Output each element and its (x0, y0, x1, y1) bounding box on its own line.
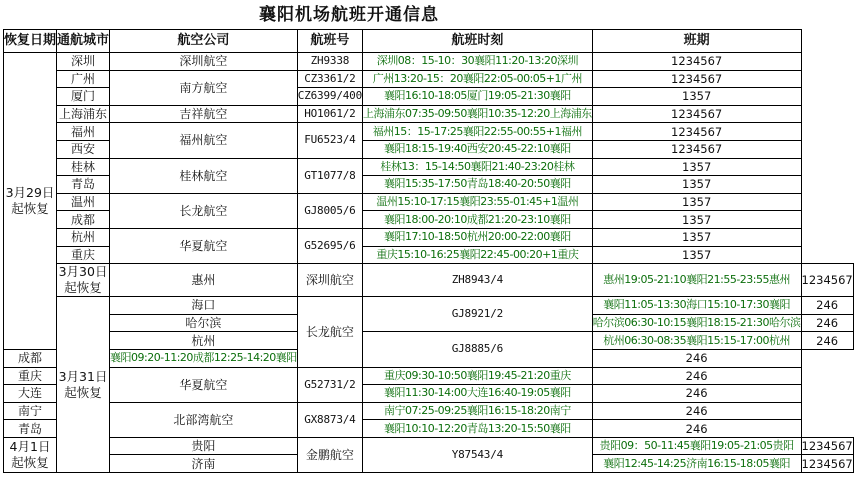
flight-schedule-cell: 杭州06:30-08:35襄阳15:15-17:00杭州 (592, 332, 801, 350)
destination-city-cell: 惠州 (110, 264, 298, 297)
destination-city-cell: 青岛 (57, 176, 110, 194)
operating-days-cell: 246 (592, 402, 801, 420)
destination-city-cell: 西安 (57, 140, 110, 158)
table-row (4, 158, 854, 176)
table-row (4, 297, 854, 315)
destination-city-cell: 大连 (4, 385, 57, 403)
header-days: 班期 (592, 30, 801, 53)
header-city: 通航城市 (57, 30, 110, 53)
flight-schedule-cell: 襄阳12:45-14:25济南16:15-18:05襄阳 (592, 455, 801, 473)
destination-city-cell: 深圳 (57, 53, 110, 71)
flight-schedule-cell: 温州15:10-17:15襄阳23:55-01:45+1温州 (363, 193, 593, 211)
airline-cell: 吉祥航空 (110, 105, 298, 123)
operating-days-cell: 1357 (592, 211, 801, 229)
flight-number-cell: ZH8943/4 (363, 264, 593, 297)
header-airline: 航空公司 (110, 30, 298, 53)
operating-days-cell: 1357 (592, 158, 801, 176)
operating-days-cell: 1234567 (801, 456, 853, 471)
destination-city-cell: 哈尔滨 (110, 314, 298, 332)
destination-city-cell: 济南 (110, 455, 298, 473)
destination-city-cell: 温州 (57, 193, 110, 211)
resume-date-cell: 3月29日起恢复 (4, 53, 57, 350)
flight-number-cell: FU6523/4 (297, 123, 362, 158)
flight-schedule-cell: 深圳08：15-10：30襄阳11:20-13:20深圳 (363, 53, 593, 71)
flight-schedule-cell: 襄阳10:10-12:20青岛13:20-15:50襄阳 (363, 420, 593, 438)
header-schedule: 航班时刻 (363, 30, 593, 53)
flight-number-cell: GJ8921/2 (363, 297, 593, 332)
flight-schedule-cell: 广州13:20-15：20襄阳22:05-00:05+1广州 (363, 70, 593, 88)
flight-number-cell: G52731/2 (297, 367, 362, 402)
operating-days-cell: 1357 (592, 228, 801, 246)
table-row (4, 264, 854, 297)
operating-days-cell: 1234567 (801, 264, 853, 297)
airline-cell: 长龙航空 (297, 297, 362, 367)
operating-days-cell: 246 (592, 349, 801, 367)
airline-cell: 桂林航空 (110, 158, 298, 193)
table-row (4, 123, 854, 141)
flight-number-cell: GT1077/8 (297, 158, 362, 193)
table-row (4, 402, 854, 420)
airline-cell: 南方航空 (110, 70, 298, 105)
airline-cell: 深圳航空 (110, 53, 298, 71)
airline-cell: 福州航空 (110, 123, 298, 158)
airline-cell: 金鹏航空 (297, 437, 362, 472)
destination-city-cell: 福州 (57, 123, 110, 141)
operating-days-cell: 1357 (592, 193, 801, 211)
operating-days-cell: 1234567 (592, 105, 801, 123)
flight-schedule-cell: 襄阳09:20-11:20成都12:25-14:20襄阳 (110, 349, 298, 367)
operating-days-cell: 246 (801, 297, 853, 315)
table-row (4, 332, 854, 350)
operating-days-cell: 1357 (592, 88, 801, 106)
flight-schedule-cell: 襄阳17:10-18:50杭州20:00-22:00襄阳 (363, 228, 593, 246)
operating-days-cell: 1234567 (592, 53, 801, 71)
resume-date-cell: 3月30日起恢复 (57, 264, 110, 297)
flight-schedule-cell: 惠州19:05-21:10襄阳21:55-23:55惠州 (592, 264, 801, 297)
flight-schedule-cell: 襄阳11:30-14:00大连16:40-19:05襄阳 (363, 385, 593, 403)
resume-date-cell: 4月1日起恢复 (4, 437, 57, 472)
destination-city-cell: 成都 (4, 349, 57, 367)
destination-city-cell: 杭州 (110, 332, 298, 350)
flight-schedule-cell: 襄阳11:05-13:30海口15:10-17:30襄阳 (592, 297, 801, 315)
operating-days-cell: 246 (592, 385, 801, 403)
flight-schedule-cell: 福州15：15-17:25襄阳22:55-00:55+1福州 (363, 123, 593, 141)
flight-schedule-cell: 襄阳18:00-20:10成都21:20-23:10襄阳 (363, 211, 593, 229)
operating-days-cell: 1357 (592, 176, 801, 194)
flight-schedule-cell: 贵阳09：50-11:45襄阳19:05-21:05贵阳 (592, 437, 801, 455)
airline-cell: 北部湾航空 (110, 402, 298, 437)
airline-cell: 深圳航空 (297, 264, 362, 297)
table-row (4, 228, 854, 246)
destination-city-cell: 成都 (57, 211, 110, 229)
flight-schedule-cell: 襄阳15:35-17:50青岛18:40-20:50襄阳 (363, 176, 593, 194)
destination-city-cell: 重庆 (4, 367, 57, 385)
resume-date-cell: 3月31日起恢复 (57, 297, 110, 473)
airline-cell: 长龙航空 (110, 193, 298, 228)
operating-days-cell: 1234567 (592, 123, 801, 141)
table-row (4, 70, 854, 88)
flight-schedule-table (3, 29, 854, 473)
header-row (4, 30, 854, 53)
operating-days-cell: 246 (801, 332, 853, 350)
flight-number-cell: ZH9338 (297, 53, 362, 71)
flight-schedule-cell: 哈尔滨06:30-10:15襄阳18:15-21:30哈尔滨 (592, 314, 801, 332)
flight-number-cell: CZ6399/400 (297, 88, 362, 106)
page-title: 襄阳机场航班开通信息 (259, 5, 439, 25)
destination-city-cell: 上海浦东 (57, 105, 110, 123)
flight-schedule-cell: 上海浦东07:35-09:50襄阳10:35-12:20上海浦东 (363, 105, 593, 123)
table-body (4, 53, 854, 473)
flight-number-cell: GJ8885/6 (363, 332, 593, 367)
table-row (4, 53, 854, 71)
destination-city-cell: 厦门 (57, 88, 110, 106)
table-row (4, 367, 854, 385)
flight-schedule-cell: 重庆15:10-16:25襄阳22:45-00:20+1重庆 (363, 246, 593, 264)
destination-city-cell: 广州 (57, 70, 110, 88)
header-flight: 航班号 (297, 30, 362, 53)
destination-city-cell: 杭州 (57, 228, 110, 246)
flight-number-cell: HO1061/2 (297, 105, 362, 123)
operating-days-cell: 246 (801, 314, 853, 332)
flight-schedule-cell: 襄阳18:15-19:40西安20:45-22:10襄阳 (363, 140, 593, 158)
destination-city-cell: 青岛 (4, 420, 57, 438)
flight-number-cell: CZ3361/2 (297, 70, 362, 88)
operating-days-cell: 1357 (592, 246, 801, 264)
operating-days-cell: 1234567 (592, 70, 801, 88)
flight-number-cell: Y87543/4 (363, 437, 593, 472)
flight-schedule-cell: 重庆09:30-10:50襄阳19:45-21:20重庆 (363, 367, 593, 385)
destination-city-cell: 海口 (110, 297, 298, 315)
table-row (4, 193, 854, 211)
destination-city-cell: 重庆 (57, 246, 110, 264)
table-row (4, 437, 854, 455)
flight-number-cell: GX8873/4 (297, 402, 362, 437)
header-date: 恢复日期 (4, 30, 57, 53)
destination-city-cell: 桂林 (57, 158, 110, 176)
flight-schedule-cell: 襄阳16:10-18:05厦门19:05-21:30襄阳 (363, 88, 593, 106)
operating-days-cell: 246 (592, 367, 801, 385)
airline-cell: 华夏航空 (110, 228, 298, 263)
operating-days-cell: 1234567 (592, 140, 801, 158)
operating-days-cell: 246 (592, 420, 801, 438)
destination-city-cell: 南宁 (4, 402, 57, 420)
flight-number-cell: G52695/6 (297, 228, 362, 263)
flight-schedule-cell: 桂林13：15-14:50襄阳21:40-23:20桂林 (363, 158, 593, 176)
flight-schedule-cell: 南宁07:25-09:25襄阳16:15-18:20南宁 (363, 402, 593, 420)
airline-cell: 华夏航空 (110, 367, 298, 402)
table-row (4, 105, 854, 123)
operating-days-cell: 1234567 (801, 439, 853, 454)
destination-city-cell: 贵阳 (110, 437, 298, 455)
flight-number-cell: GJ8005/6 (297, 193, 362, 228)
